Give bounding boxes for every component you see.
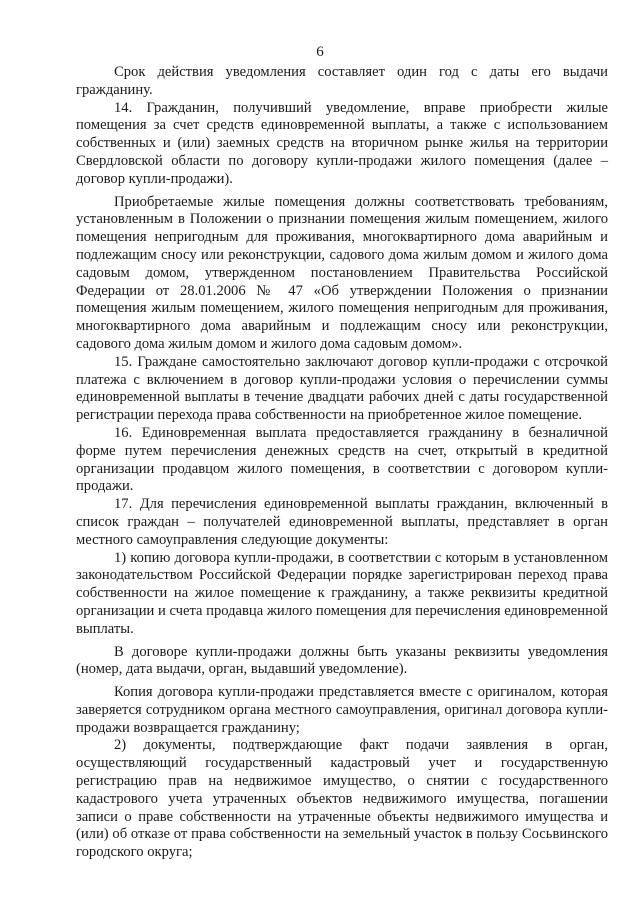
paragraph-contract-requisites: В договоре купли-продажи должны быть указаны реквизиты уведомления (номер, дата выдачи, орган, выдавший уведомление). <box>76 643 608 678</box>
paragraph-item-15: 15. Граждане самостоятельно заключают договор купли-продажи с отсрочкой платежа с включением в договор купли-продажи условия о перечислении суммы единовременной выплаты в течение двадцати рабочих дней с даты государственной регистрации перехода права собственности на приобретенное жилое помещение. <box>76 353 608 424</box>
document-body <box>76 64 608 862</box>
paragraph-item-16: 16. Единовременная выплата предоставляется гражданину в безналичной форме путем перечисления денежных средств на счет, открытый в кредитной организации продавцом жилого помещения, в соответствии с договором купли-продажи. <box>76 424 608 495</box>
paragraph-housing-requirements: Приобретаемые жилые помещения должны соответствовать требованиям, установленным в Положении о признании помещения жилым помещением, жилого помещения непригодным для проживания, многоквартирного дома аварийным и подлежащим сносу или реконструкции, садового дома жилым домом и жилого дома садовым домом, утвержденном постановлением Правительства Российской Федерации от 28.01.2006 № 47 «Об утверждении Положения о признании помещения жилым помещением, жилого помещения непригодным для проживания, многоквартирного дома аварийным и подлежащим сносу или реконструкции, садового дома жилым домом и жилого дома садовым домом». <box>76 193 608 352</box>
paragraph-item-17: 17. Для перечисления единовременной выплаты гражданин, включенный в список граждан – получателей единовременной выплаты, представляет в орган местного самоуправления следующие документы: <box>76 496 608 548</box>
paragraph-item-14: 14. Гражданин, получивший уведомление, вправе приобрести жилые помещения за счет средств единовременной выплаты, а также с использованием собственных и (или) заемных средств на вторичном рынке жилья на территории Свердловской области по договору купли-продажи жилого помещения (далее – договор купли-продажи). <box>76 99 608 187</box>
paragraph-subitem-1: 1) копию договора купли-продажи, в соответствии с которым в установленном законодательством Российской Федерации порядке зарегистрирован переход права собственности на жилое помещение к гражданину, а также реквизиты кредитной организации и счета продавца жилого помещения для перечисления единовременной выплаты. <box>76 549 608 637</box>
page-number: 6 <box>316 44 324 60</box>
paragraph-notice-validity: Срок действия уведомления составляет один год с даты его выдачи гражданину. <box>76 64 608 98</box>
paragraph-subitem-2: 2) документы, подтверждающие факт подачи заявления в орган, осуществляющий государственный кадастровый учет и государственную регистрацию прав на недвижимое имущество, о снятии с государственного кадастрового учета утраченных объектов недвижимого имущества, погашении записи о праве собственности на утраченные объекты недвижимого имущества и (или) об отказе от права собственности на земельный участок в пользу Сосьвинского городского округа; <box>76 737 608 861</box>
paragraph-contract-copy: Копия договора купли-продажи представляется вместе с оригиналом, которая заверяется сотрудником органа местного самоуправления, оригинал договора купли-продажи возвращается гражданину; <box>76 684 608 736</box>
